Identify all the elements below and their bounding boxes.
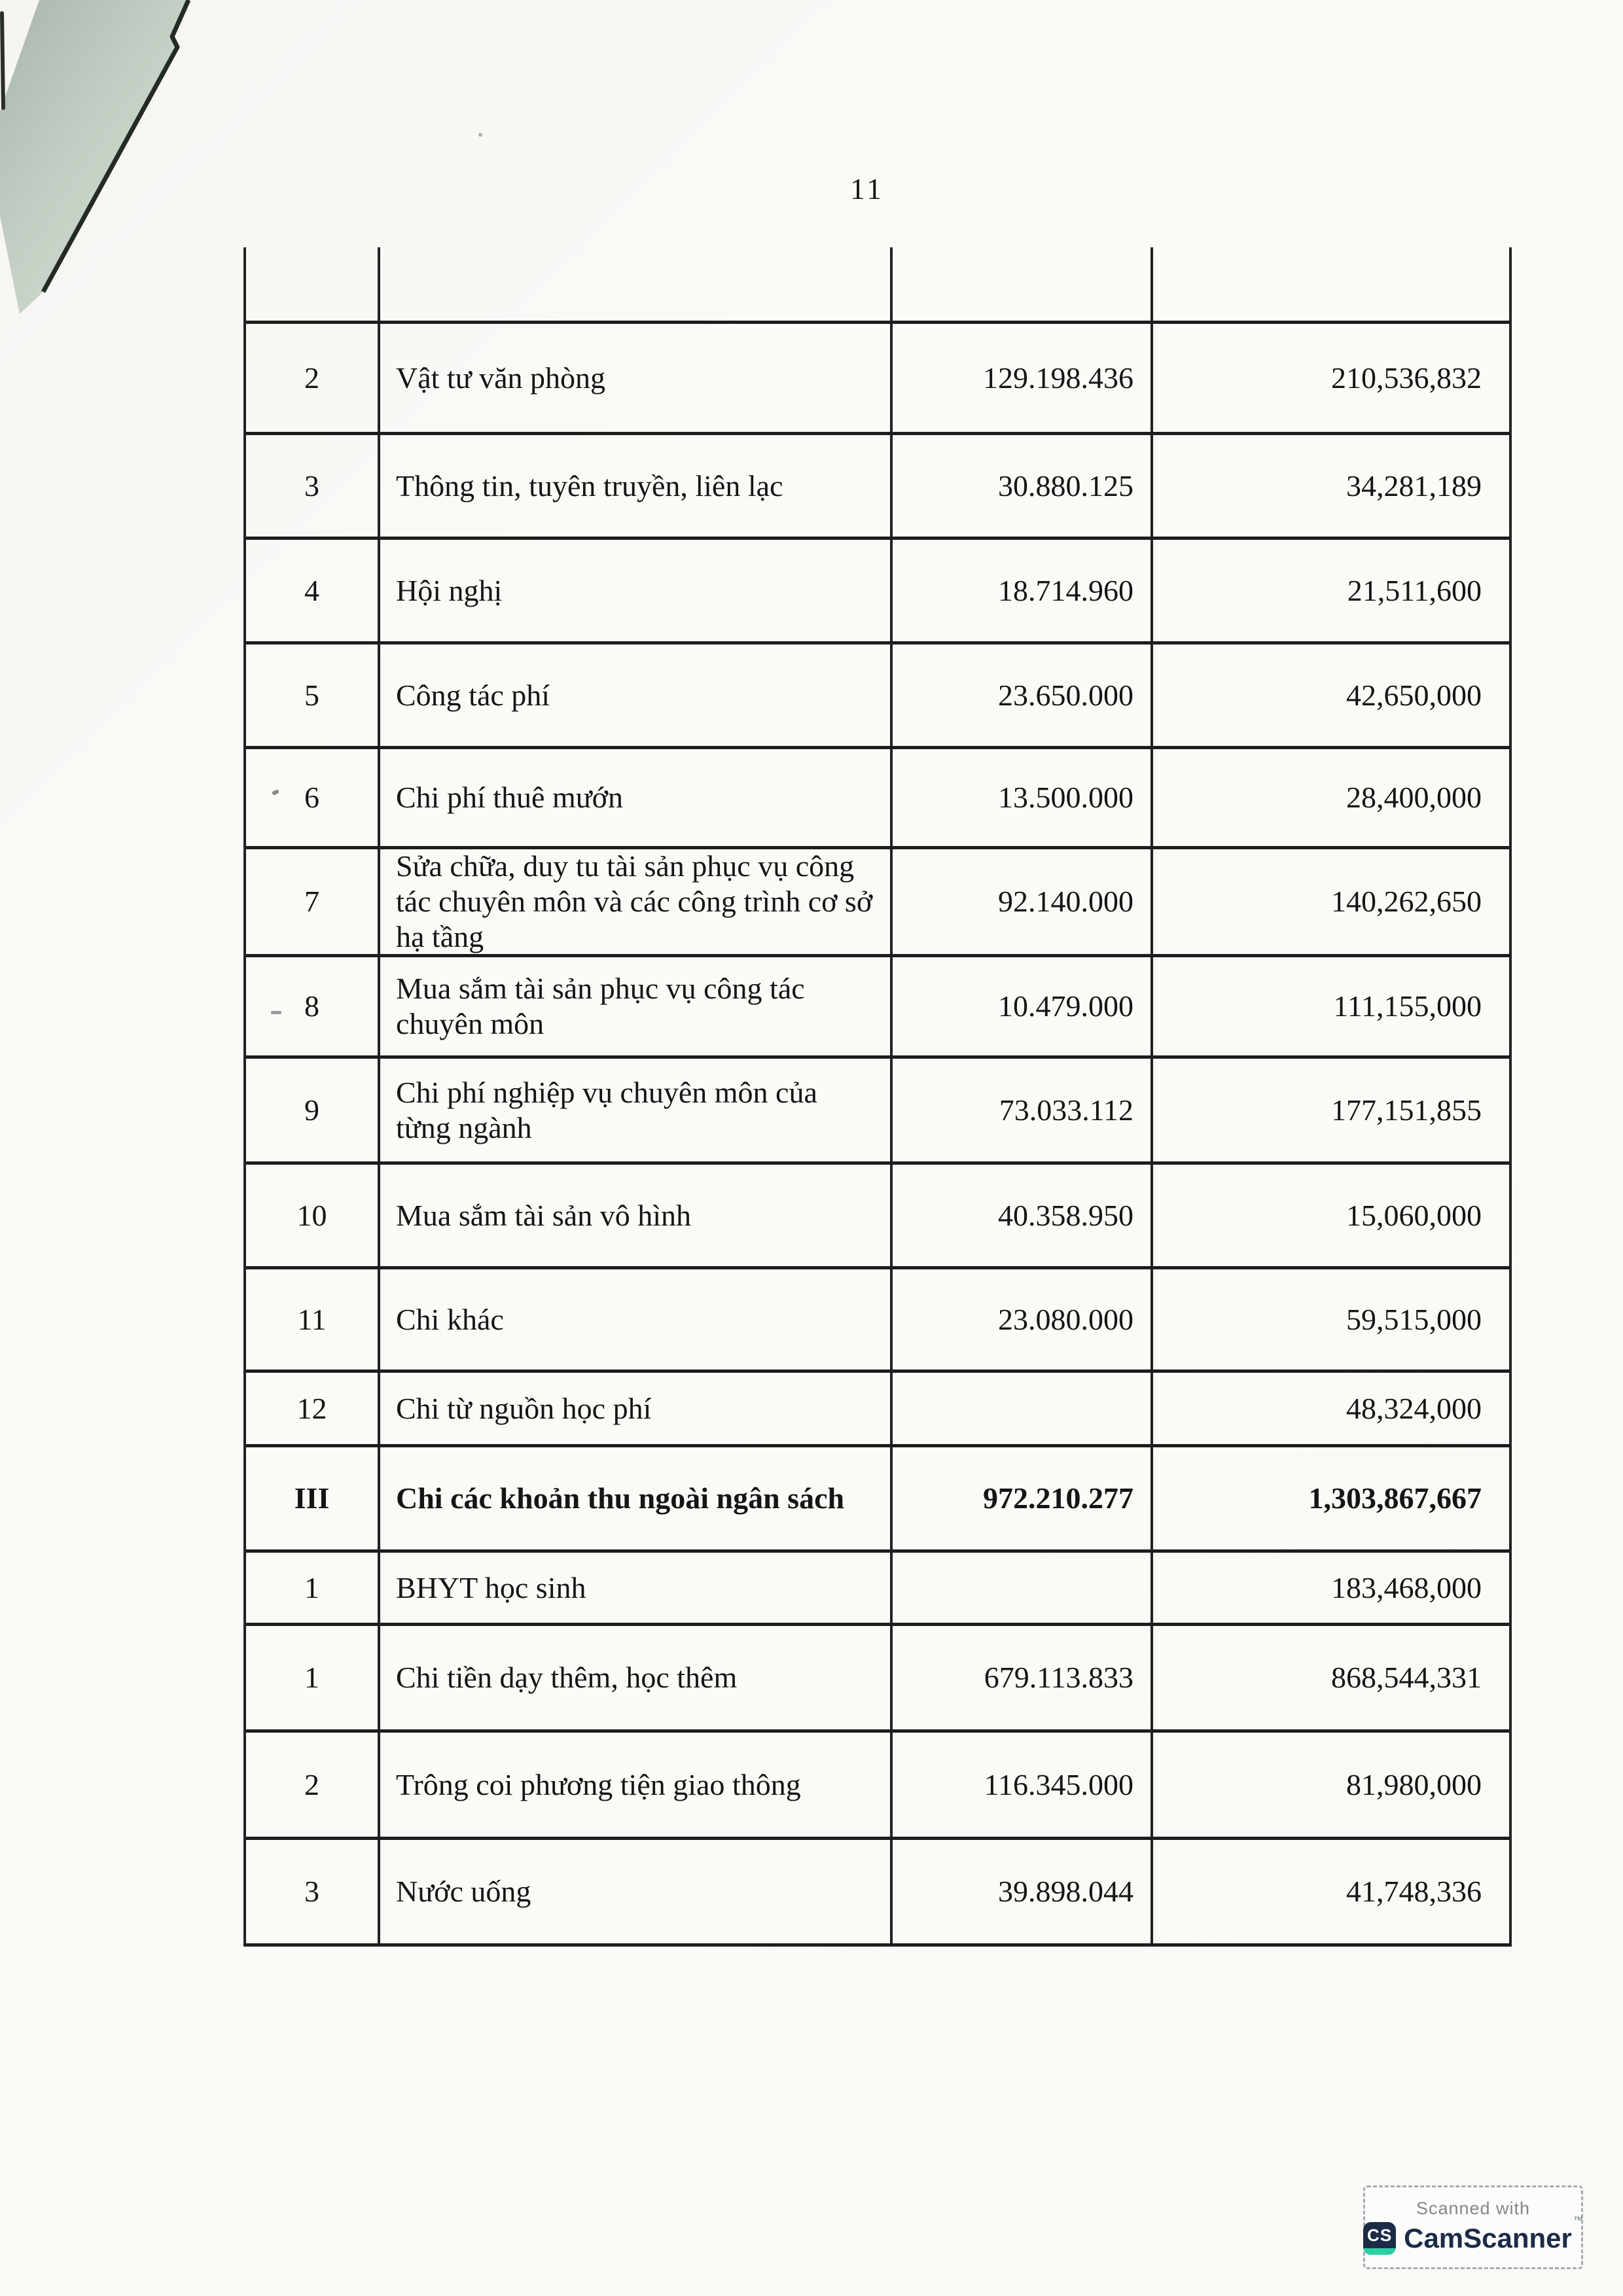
row-number-cell: 2 bbox=[304, 1767, 319, 1801]
description-cell bbox=[378, 247, 893, 321]
amount-col3-cell: 23.080.000 bbox=[893, 1269, 1153, 1369]
amount-col3-cell bbox=[893, 247, 1153, 321]
table-row bbox=[246, 1729, 1509, 1837]
table-row bbox=[246, 1549, 1509, 1623]
table-row bbox=[246, 321, 1509, 432]
amount-col4-cell: 210,536,832 bbox=[1331, 361, 1482, 395]
description-cell: Mua sắm tài sản vô hình bbox=[378, 1165, 893, 1266]
amount-col4-cell: 81,980,000 bbox=[1346, 1767, 1482, 1801]
amount-col4-cell: 42,650,000 bbox=[1346, 678, 1482, 712]
row-number-cell: III bbox=[294, 1481, 330, 1515]
description-cell: Chi phí nghiệp vụ chuyên môn của từng ngành bbox=[378, 1059, 893, 1161]
camscanner-logo-icon: CS bbox=[1363, 2222, 1396, 2255]
description-cell: Thông tin, tuyên truyền, liên lạc bbox=[378, 435, 893, 537]
description-cell: Chi khác bbox=[378, 1269, 893, 1369]
amount-col4-cell: 183,468,000 bbox=[1331, 1570, 1482, 1604]
amount-col4-cell: 177,151,855 bbox=[1331, 1093, 1482, 1127]
amount-col4-cell: 140,262,650 bbox=[1331, 885, 1482, 918]
row-number-cell: 9 bbox=[304, 1093, 319, 1127]
row-number-cell: 12 bbox=[296, 1391, 327, 1425]
expense-table bbox=[243, 247, 1512, 1947]
amount-col3-cell: 92.140.000 bbox=[893, 849, 1153, 954]
row-number-cell: 3 bbox=[304, 1875, 319, 1908]
table-row bbox=[246, 641, 1509, 746]
amount-col4-cell: 21,511,600 bbox=[1347, 573, 1482, 607]
camscanner-brand-text: CamScanner™ bbox=[1404, 2215, 1583, 2253]
row-number-cell: 4 bbox=[304, 573, 319, 607]
row-number-cell: 6 bbox=[304, 781, 319, 814]
description-cell: Trông coi phương tiện giao thông bbox=[378, 1733, 893, 1837]
amount-col4-cell: 59,515,000 bbox=[1346, 1302, 1482, 1336]
amount-col4-cell: 15,060,000 bbox=[1346, 1198, 1482, 1232]
amount-col3-cell: 679.113.833 bbox=[893, 1626, 1153, 1729]
amount-col4-cell: 868,544,331 bbox=[1331, 1661, 1482, 1694]
description-cell: Chi các khoản thu ngoài ngân sách bbox=[378, 1447, 893, 1549]
scanned-with-label: Scanned with bbox=[1416, 2199, 1531, 2218]
camscanner-brand-row bbox=[1363, 2215, 1583, 2255]
trademark-symbol: ™ bbox=[1573, 2215, 1583, 2226]
description-cell: Mua sắm tài sản phục vụ công tác chuyên môn bbox=[378, 957, 893, 1055]
amount-col3-cell: 10.479.000 bbox=[893, 957, 1153, 1055]
amount-col4-cell: 111,155,000 bbox=[1333, 989, 1482, 1023]
description-cell: Vật tư văn phòng bbox=[378, 324, 893, 432]
row-number-cell: 5 bbox=[304, 678, 319, 712]
amount-col3-cell: 18.714.960 bbox=[893, 540, 1153, 641]
table-row bbox=[246, 1161, 1509, 1266]
amount-col3-cell: 972.210.277 bbox=[893, 1447, 1153, 1549]
amount-col3-cell: 30.880.125 bbox=[893, 435, 1153, 537]
description-cell: Sửa chữa, duy tu tài sản phục vụ công tác chuyên môn và các công trình cơ sở hạ tầng bbox=[378, 849, 893, 954]
amount-col3-cell: 13.500.000 bbox=[893, 749, 1153, 846]
row-number-cell: 11 bbox=[297, 1302, 327, 1336]
amount-col3-cell bbox=[893, 1553, 1153, 1623]
table-row bbox=[246, 1837, 1509, 1943]
amount-col3-cell: 116.345.000 bbox=[893, 1733, 1153, 1837]
table-row bbox=[246, 432, 1509, 537]
description-cell: Công tác phí bbox=[378, 645, 893, 746]
table-row bbox=[246, 746, 1509, 846]
table-row bbox=[246, 1444, 1509, 1549]
amount-col3-cell: 40.358.950 bbox=[893, 1165, 1153, 1266]
amount-col4-cell: 1,303,867,667 bbox=[1308, 1481, 1482, 1515]
amount-col3-cell bbox=[893, 1373, 1153, 1444]
amount-col4-cell: 34,281,189 bbox=[1346, 468, 1482, 503]
amount-col3-cell: 73.033.112 bbox=[893, 1059, 1153, 1161]
description-cell: Chi phí thuê mướn bbox=[378, 749, 893, 846]
table-row-partial bbox=[246, 247, 1509, 321]
row-number-cell bbox=[246, 247, 378, 321]
row-number-cell: 3 bbox=[304, 468, 319, 503]
table-row bbox=[246, 1369, 1509, 1444]
amount-col4-cell: 48,324,000 bbox=[1346, 1391, 1482, 1425]
row-number-cell: 7 bbox=[304, 885, 319, 918]
row-number-cell: 8 bbox=[304, 989, 319, 1023]
table-row bbox=[246, 846, 1509, 954]
page-curl-artifact bbox=[0, 0, 216, 327]
table-row bbox=[246, 1623, 1509, 1729]
amount-col4-cell bbox=[1153, 247, 1509, 321]
scan-speck bbox=[478, 133, 482, 137]
description-cell: Nước uống bbox=[378, 1840, 893, 1943]
table-row bbox=[246, 1266, 1509, 1369]
amount-col4-cell: 41,748,336 bbox=[1346, 1875, 1482, 1908]
row-number-cell: 2 bbox=[304, 361, 319, 395]
table-row bbox=[246, 1055, 1509, 1161]
amount-col3-cell: 39.898.044 bbox=[893, 1840, 1153, 1943]
camscanner-badge bbox=[1363, 2185, 1583, 2269]
row-number-cell: 10 bbox=[296, 1198, 327, 1232]
table-row bbox=[246, 537, 1509, 641]
table-row bbox=[246, 954, 1509, 1055]
row-number-cell: 1 bbox=[304, 1570, 319, 1604]
amount-col4-cell: 28,400,000 bbox=[1346, 781, 1482, 814]
description-cell: Chi tiền dạy thêm, học thêm bbox=[378, 1626, 893, 1729]
amount-col3-cell: 23.650.000 bbox=[893, 645, 1153, 746]
description-cell: Chi từ nguồn học phí bbox=[378, 1373, 893, 1444]
page-number: 11 bbox=[849, 172, 885, 205]
description-cell: Hội nghị bbox=[378, 540, 893, 641]
row-number-cell: 1 bbox=[304, 1661, 319, 1694]
logo-teal-strip bbox=[1363, 2248, 1396, 2255]
amount-col3-cell: 129.198.436 bbox=[893, 324, 1153, 432]
description-cell: BHYT học sinh bbox=[378, 1553, 893, 1623]
